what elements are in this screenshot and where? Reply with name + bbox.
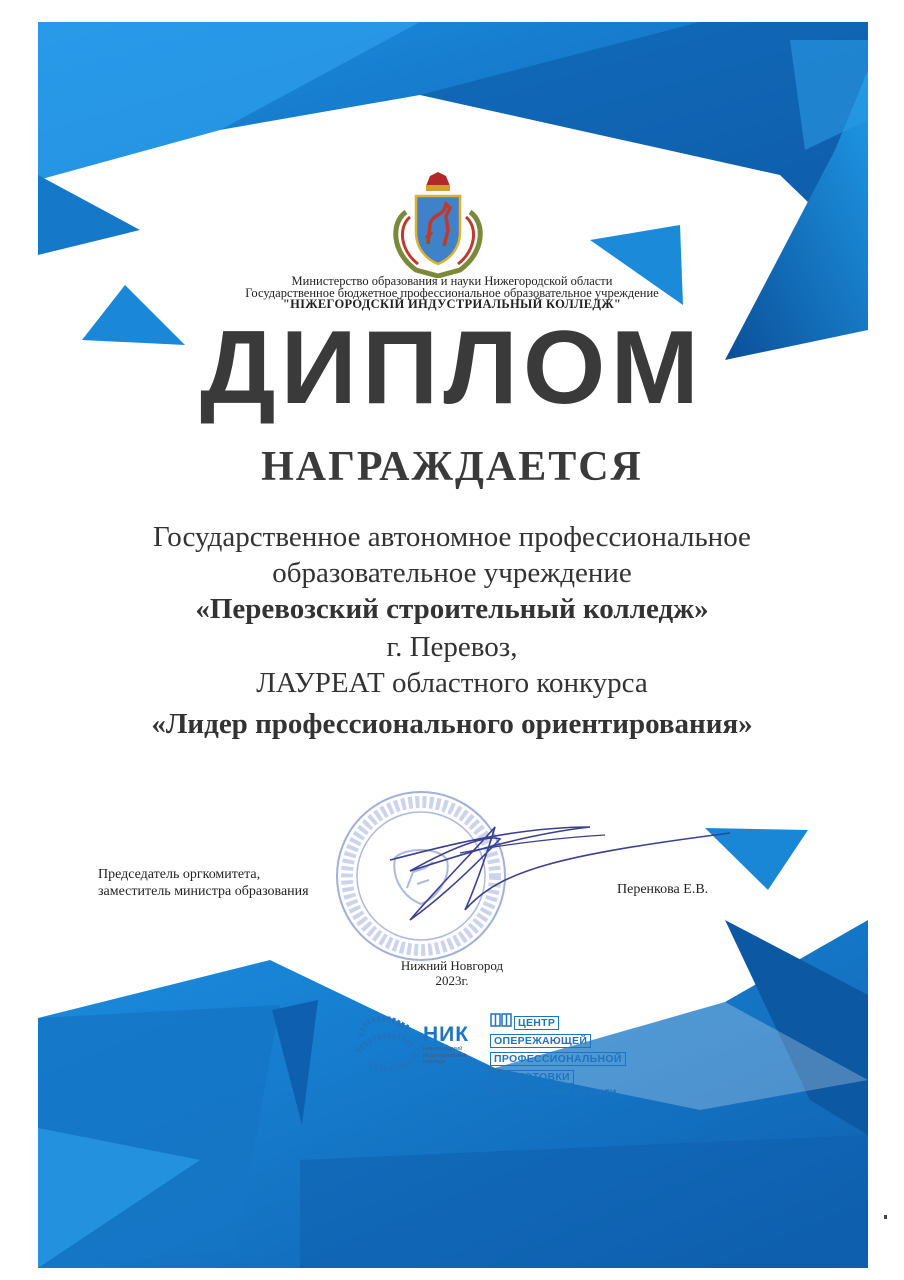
- cop-region: Нижегородской области: [490, 1086, 617, 1098]
- scan-artifact: [884, 1215, 887, 1219]
- handwritten-signature: [370, 815, 730, 925]
- cop-logo-icon: [490, 1013, 512, 1027]
- recipient-line-1: Государственное автономное профессиональное: [153, 521, 751, 553]
- cop-line-3: ПРОФЕССИОНАЛЬНОЙ: [490, 1052, 626, 1066]
- issue-year: 2023г.: [435, 973, 469, 988]
- cop-line-2: ОПЕРЕЖАЮЩЕЙ: [490, 1034, 591, 1048]
- cop-line-4: ПОДГОТОВКИ: [490, 1070, 574, 1084]
- recipient-name: «Перевозский строительный колледж»: [195, 593, 709, 625]
- nik-logo-subtitle: Нижегородский Индустриальный Колледж: [423, 1046, 467, 1065]
- awarded-heading: НАГРАЖДАЕТСЯ: [261, 444, 643, 490]
- cop-line-1: ЦЕНТР: [514, 1016, 559, 1030]
- nik-logo-text: НИК: [423, 1023, 470, 1046]
- cop-logo: [490, 1013, 630, 1098]
- ministry-name: Министерство образования и науки Нижегородской области: [291, 274, 613, 288]
- document-title: ДИПЛОМ: [200, 310, 704, 426]
- coat-of-arms-icon: [386, 172, 490, 278]
- signer-name: Перенкова Е.В.: [617, 882, 709, 897]
- recipient-city: г. Перевоз,: [386, 631, 518, 663]
- signer-position: [98, 866, 309, 900]
- institution-type: Государственное бюджетное профессиональное образовательное учреждение: [245, 285, 659, 300]
- signer-position-line-1: Председатель оргкомитета,: [98, 867, 261, 882]
- issuer-header: [0, 276, 904, 311]
- contest-name: «Лидер профессионального ориентирования»: [151, 708, 753, 740]
- issue-place-date: [0, 958, 904, 988]
- signer-position-line-2: заместитель министра образования: [98, 884, 309, 899]
- issue-city: Нижний Новгород: [400, 958, 504, 973]
- award-status: ЛАУРЕАТ областного конкурса: [256, 667, 648, 699]
- recipient-line-2: образовательное учреждение: [272, 557, 632, 589]
- issuer-college-name: "НІЖЕГОРОДСКІЙ ИНДУСТРИАЛЬНЫЙ КОЛЛЕДЖ": [282, 297, 622, 311]
